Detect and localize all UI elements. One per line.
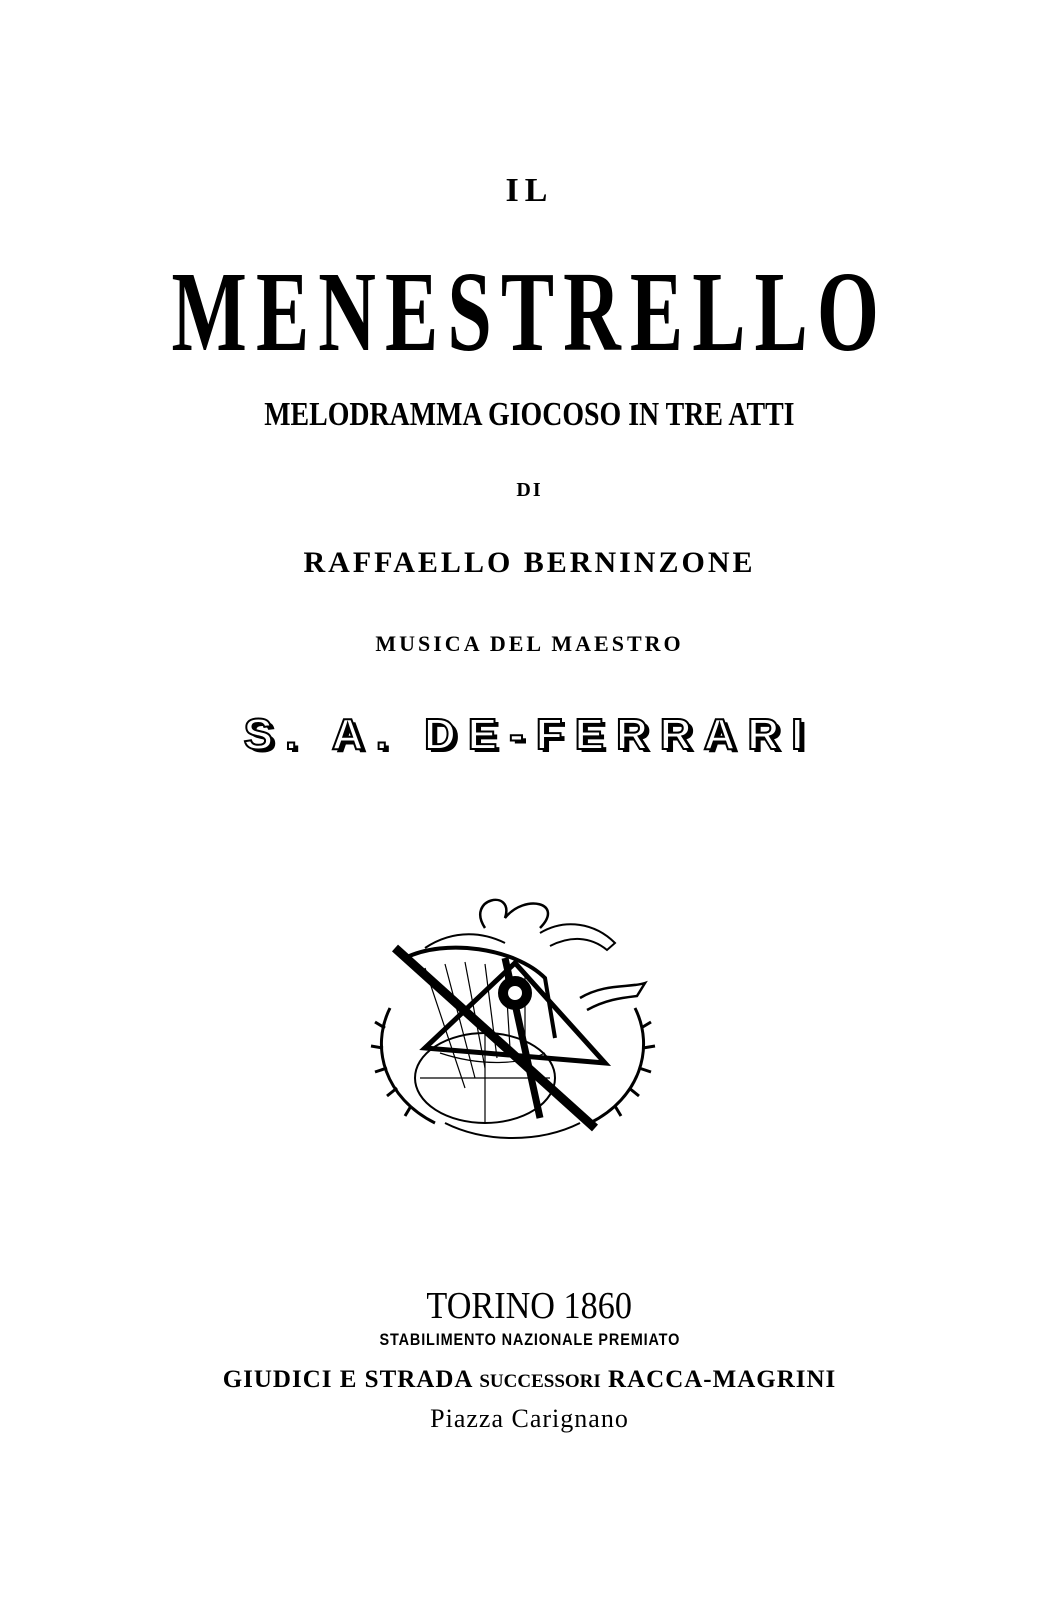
- by-label: DI: [516, 479, 543, 501]
- successors-name: RACCA-MAGRINI: [608, 1366, 837, 1393]
- composer-name: S. A. DE-FERRARI: [243, 710, 816, 759]
- title-text: MENESTRELLO: [171, 248, 888, 375]
- successors-label: SUCCESSORI: [479, 1371, 601, 1392]
- place-year-text: TORINO 1860: [426, 1285, 633, 1327]
- publisher-line: [0, 1366, 1059, 1394]
- music-by-label: MUSICA DEL MAESTRO: [375, 631, 684, 656]
- publisher-address: Piazza Carignano: [430, 1404, 629, 1433]
- harp-triangle-emblem-icon: [365, 888, 660, 1143]
- subtitle-text: MELODRAMMA GIOCOSO IN TRE ATTI: [264, 396, 795, 433]
- place-year: [0, 1284, 1059, 1328]
- author-name: RAFFAELLO BERNINZONE: [303, 546, 756, 579]
- publisher-name: GIUDICI E STRADA: [222, 1366, 473, 1393]
- title-article: IL: [505, 172, 554, 209]
- subtitle: [0, 396, 1059, 434]
- page-title: [0, 246, 1059, 378]
- establishment: [0, 1330, 1059, 1350]
- establishment-text: STABILIMENTO NAZIONALE PREMIATO: [379, 1330, 680, 1349]
